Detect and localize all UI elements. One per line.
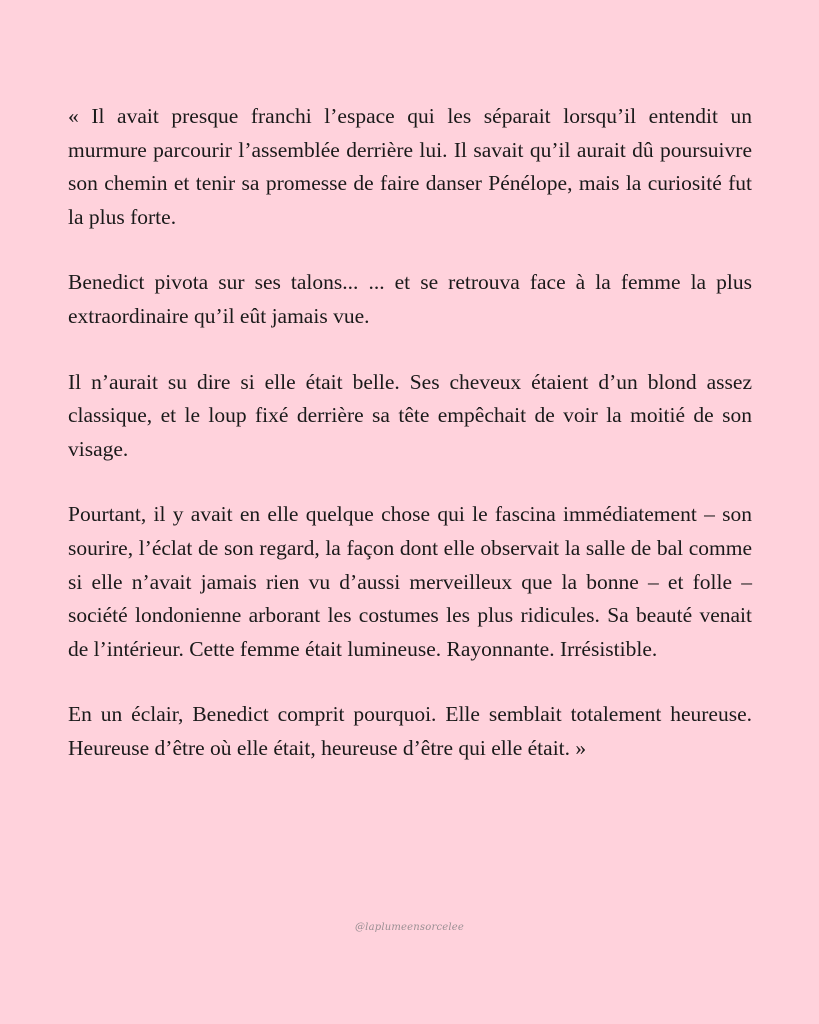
quote-paragraph-5: En un éclair, Benedict comprit pourquoi. Elle semblait totalement heureuse. Heureuse d’être où elle était, heureuse d’être qui elle était. » xyxy=(68,702,752,760)
quote-paragraph-2: Benedict pivota sur ses talons... ... et se retrouva face à la femme la plus extraordinaire qu’il eût jamais vue. xyxy=(68,270,752,328)
author-handle-watermark: @laplumeensorcelee xyxy=(354,922,465,933)
quote-text xyxy=(68,100,752,766)
quote-paragraph-1: « Il avait presque franchi l’espace qui les séparait lorsqu’il entendit un murmure parcourir l’assemblée derrière lui. Il savait qu’il aurait dû poursuivre son chemin et tenir sa promesse de faire danser Pénélope, mais la curiosité fut la plus forte. xyxy=(68,104,752,229)
quote-paragraph-4: Pourtant, il y avait en elle quelque chose qui le fascina immédiatement – son sourire, l’éclat de son regard, la façon dont elle observait la salle de bal comme si elle n’avait jamais rien vu d’aussi merveilleux que la bonne – et folle – société londonienne arborant les costumes les plus ridicules. Sa beauté venait de l’intérieur. Cette femme était lumineuse. Rayonnante. Irrésistible. xyxy=(68,502,752,661)
quote-paragraph-3: Il n’aurait su dire si elle était belle. Ses cheveux étaient d’un blond assez classique, et le loup fixé derrière sa tête empêchait de voir la moitié de son visage. xyxy=(68,369,752,461)
